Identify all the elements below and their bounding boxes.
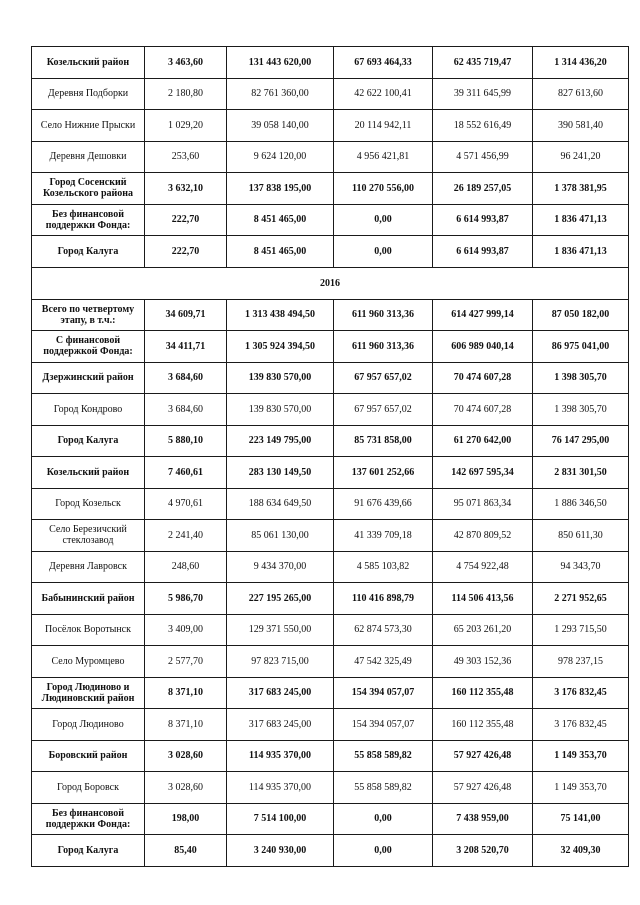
fund-cell: 62 874 573,30	[334, 614, 433, 646]
local-cell: 978 237,15	[533, 646, 629, 678]
budget-cell: 70 474 607,28	[433, 394, 533, 426]
area-cell: 248,60	[145, 551, 227, 583]
name-cell: Козельский район	[32, 47, 145, 79]
table-row	[32, 740, 629, 772]
total-cost-cell: 188 634 649,50	[227, 488, 334, 520]
area-cell: 3 684,60	[145, 362, 227, 394]
name-cell: С финансовой поддержкой Фонда:	[32, 331, 145, 363]
budget-cell: 142 697 595,34	[433, 457, 533, 489]
budget-cell: 39 311 645,99	[433, 78, 533, 110]
name-cell: Всего по четвертому этапу, в т.ч.:	[32, 299, 145, 331]
table-row	[32, 204, 629, 236]
total-cost-cell: 317 683 245,00	[227, 677, 334, 709]
fund-cell: 67 693 464,33	[334, 47, 433, 79]
total-cost-cell: 283 130 149,50	[227, 457, 334, 489]
budget-cell: 6 614 993,87	[433, 236, 533, 268]
local-cell: 827 613,60	[533, 78, 629, 110]
fund-cell: 55 858 589,82	[334, 740, 433, 772]
area-cell: 3 684,60	[145, 394, 227, 426]
table-row	[32, 803, 629, 835]
local-cell: 1 293 715,50	[533, 614, 629, 646]
name-cell: Без финансовой поддержки Фонда:	[32, 803, 145, 835]
name-cell: Город Людиново	[32, 709, 145, 741]
total-cost-cell: 82 761 360,00	[227, 78, 334, 110]
table-row	[32, 583, 629, 615]
fund-cell: 47 542 325,49	[334, 646, 433, 678]
name-cell: Бабынинский район	[32, 583, 145, 615]
name-cell: Село Березичский стеклозавод	[32, 520, 145, 552]
total-cost-cell: 39 058 140,00	[227, 110, 334, 142]
fund-cell: 0,00	[334, 835, 433, 867]
housing-program-table	[31, 46, 629, 867]
local-cell: 1 378 381,95	[533, 173, 629, 205]
fund-cell: 4 956 421,81	[334, 141, 433, 173]
table-row	[32, 488, 629, 520]
fund-cell: 0,00	[334, 204, 433, 236]
fund-cell: 91 676 439,66	[334, 488, 433, 520]
name-cell: Без финансовой поддержки Фонда:	[32, 204, 145, 236]
total-cost-cell: 1 305 924 394,50	[227, 331, 334, 363]
local-cell: 86 975 041,00	[533, 331, 629, 363]
year-label: 2016	[32, 267, 629, 299]
table-row	[32, 78, 629, 110]
budget-cell: 57 927 426,48	[433, 740, 533, 772]
area-cell: 5 986,70	[145, 583, 227, 615]
table-row	[32, 394, 629, 426]
local-cell: 1 886 346,50	[533, 488, 629, 520]
fund-cell: 67 957 657,02	[334, 394, 433, 426]
table-row	[32, 173, 629, 205]
area-cell: 3 028,60	[145, 740, 227, 772]
area-cell: 222,70	[145, 204, 227, 236]
fund-cell: 154 394 057,07	[334, 709, 433, 741]
budget-cell: 160 112 355,48	[433, 709, 533, 741]
table-row	[32, 709, 629, 741]
budget-cell: 160 112 355,48	[433, 677, 533, 709]
fund-cell: 67 957 657,02	[334, 362, 433, 394]
name-cell: Посёлок Воротынск	[32, 614, 145, 646]
area-cell: 5 880,10	[145, 425, 227, 457]
budget-cell: 49 303 152,36	[433, 646, 533, 678]
total-cost-cell: 97 823 715,00	[227, 646, 334, 678]
fund-cell: 0,00	[334, 803, 433, 835]
name-cell: Город Козельск	[32, 488, 145, 520]
area-cell: 2 180,80	[145, 78, 227, 110]
area-cell: 3 632,10	[145, 173, 227, 205]
name-cell: Село Муромцево	[32, 646, 145, 678]
name-cell: Боровский район	[32, 740, 145, 772]
budget-cell: 4 754 922,48	[433, 551, 533, 583]
area-cell: 8 371,10	[145, 709, 227, 741]
local-cell: 76 147 295,00	[533, 425, 629, 457]
table-row	[32, 425, 629, 457]
table-row	[32, 457, 629, 489]
name-cell: Деревня Дешовки	[32, 141, 145, 173]
budget-cell: 4 571 456,99	[433, 141, 533, 173]
fund-cell: 55 858 589,82	[334, 772, 433, 804]
local-cell: 1 149 353,70	[533, 772, 629, 804]
local-cell: 850 611,30	[533, 520, 629, 552]
local-cell: 3 176 832,45	[533, 677, 629, 709]
table-row	[32, 551, 629, 583]
fund-cell: 611 960 313,36	[334, 331, 433, 363]
local-cell: 1 398 305,70	[533, 362, 629, 394]
table-row	[32, 677, 629, 709]
fund-cell: 4 585 103,82	[334, 551, 433, 583]
table-row	[32, 362, 629, 394]
budget-cell: 57 927 426,48	[433, 772, 533, 804]
area-cell: 253,60	[145, 141, 227, 173]
table-row	[32, 236, 629, 268]
table-row	[32, 141, 629, 173]
total-cost-cell: 9 434 370,00	[227, 551, 334, 583]
local-cell: 1 149 353,70	[533, 740, 629, 772]
budget-cell: 65 203 261,20	[433, 614, 533, 646]
total-cost-cell: 3 240 930,00	[227, 835, 334, 867]
local-cell: 1 836 471,13	[533, 236, 629, 268]
total-cost-cell: 139 830 570,00	[227, 362, 334, 394]
name-cell: Деревня Лавровск	[32, 551, 145, 583]
total-cost-cell: 85 061 130,00	[227, 520, 334, 552]
area-cell: 3 028,60	[145, 772, 227, 804]
name-cell: Село Нижние Прыски	[32, 110, 145, 142]
area-cell: 8 371,10	[145, 677, 227, 709]
budget-cell: 26 189 257,05	[433, 173, 533, 205]
local-cell: 1 836 471,13	[533, 204, 629, 236]
total-cost-cell: 223 149 795,00	[227, 425, 334, 457]
total-cost-cell: 137 838 195,00	[227, 173, 334, 205]
fund-cell: 0,00	[334, 236, 433, 268]
local-cell: 87 050 182,00	[533, 299, 629, 331]
budget-cell: 70 474 607,28	[433, 362, 533, 394]
area-cell: 198,00	[145, 803, 227, 835]
table-row	[32, 772, 629, 804]
name-cell: Город Калуга	[32, 835, 145, 867]
table-row	[32, 47, 629, 79]
area-cell: 3 463,60	[145, 47, 227, 79]
fund-cell: 41 339 709,18	[334, 520, 433, 552]
area-cell: 2 241,40	[145, 520, 227, 552]
area-cell: 3 409,00	[145, 614, 227, 646]
total-cost-cell: 7 514 100,00	[227, 803, 334, 835]
budget-cell: 3 208 520,70	[433, 835, 533, 867]
name-cell: Город Боровск	[32, 772, 145, 804]
local-cell: 32 409,30	[533, 835, 629, 867]
total-cost-cell: 227 195 265,00	[227, 583, 334, 615]
table-row	[32, 646, 629, 678]
budget-cell: 114 506 413,56	[433, 583, 533, 615]
budget-cell: 42 870 809,52	[433, 520, 533, 552]
fund-cell: 20 114 942,11	[334, 110, 433, 142]
fund-cell: 110 416 898,79	[334, 583, 433, 615]
budget-cell: 614 427 999,14	[433, 299, 533, 331]
total-cost-cell: 114 935 370,00	[227, 740, 334, 772]
budget-cell: 6 614 993,87	[433, 204, 533, 236]
fund-cell: 42 622 100,41	[334, 78, 433, 110]
area-cell: 85,40	[145, 835, 227, 867]
name-cell: Город Кондрово	[32, 394, 145, 426]
total-cost-cell: 9 624 120,00	[227, 141, 334, 173]
area-cell: 2 577,70	[145, 646, 227, 678]
total-cost-cell: 129 371 550,00	[227, 614, 334, 646]
table-row	[32, 110, 629, 142]
total-cost-cell: 114 935 370,00	[227, 772, 334, 804]
table-row	[32, 614, 629, 646]
local-cell: 75 141,00	[533, 803, 629, 835]
total-cost-cell: 8 451 465,00	[227, 204, 334, 236]
area-cell: 4 970,61	[145, 488, 227, 520]
fund-cell: 137 601 252,66	[334, 457, 433, 489]
name-cell: Дзержинский район	[32, 362, 145, 394]
table-body	[32, 47, 629, 867]
area-cell: 34 609,71	[145, 299, 227, 331]
local-cell: 390 581,40	[533, 110, 629, 142]
document-page	[31, 46, 628, 867]
budget-cell: 95 071 863,34	[433, 488, 533, 520]
local-cell: 1 314 436,20	[533, 47, 629, 79]
name-cell: Город Калуга	[32, 425, 145, 457]
fund-cell: 110 270 556,00	[334, 173, 433, 205]
total-cost-cell: 8 451 465,00	[227, 236, 334, 268]
name-cell: Город Калуга	[32, 236, 145, 268]
name-cell: Город Людиново и Людиновский район	[32, 677, 145, 709]
local-cell: 96 241,20	[533, 141, 629, 173]
budget-cell: 606 989 040,14	[433, 331, 533, 363]
year-row	[32, 267, 629, 299]
area-cell: 1 029,20	[145, 110, 227, 142]
name-cell: Деревня Подборки	[32, 78, 145, 110]
budget-cell: 18 552 616,49	[433, 110, 533, 142]
name-cell: Козельский район	[32, 457, 145, 489]
table-row	[32, 835, 629, 867]
budget-cell: 62 435 719,47	[433, 47, 533, 79]
fund-cell: 85 731 858,00	[334, 425, 433, 457]
table-row	[32, 331, 629, 363]
budget-cell: 7 438 959,00	[433, 803, 533, 835]
local-cell: 2 271 952,65	[533, 583, 629, 615]
area-cell: 7 460,61	[145, 457, 227, 489]
total-cost-cell: 131 443 620,00	[227, 47, 334, 79]
local-cell: 3 176 832,45	[533, 709, 629, 741]
area-cell: 34 411,71	[145, 331, 227, 363]
total-cost-cell: 139 830 570,00	[227, 394, 334, 426]
table-row	[32, 299, 629, 331]
local-cell: 1 398 305,70	[533, 394, 629, 426]
name-cell: Город Сосенский Козельского района	[32, 173, 145, 205]
table-row	[32, 520, 629, 552]
local-cell: 94 343,70	[533, 551, 629, 583]
fund-cell: 154 394 057,07	[334, 677, 433, 709]
area-cell: 222,70	[145, 236, 227, 268]
fund-cell: 611 960 313,36	[334, 299, 433, 331]
budget-cell: 61 270 642,00	[433, 425, 533, 457]
total-cost-cell: 1 313 438 494,50	[227, 299, 334, 331]
total-cost-cell: 317 683 245,00	[227, 709, 334, 741]
local-cell: 2 831 301,50	[533, 457, 629, 489]
